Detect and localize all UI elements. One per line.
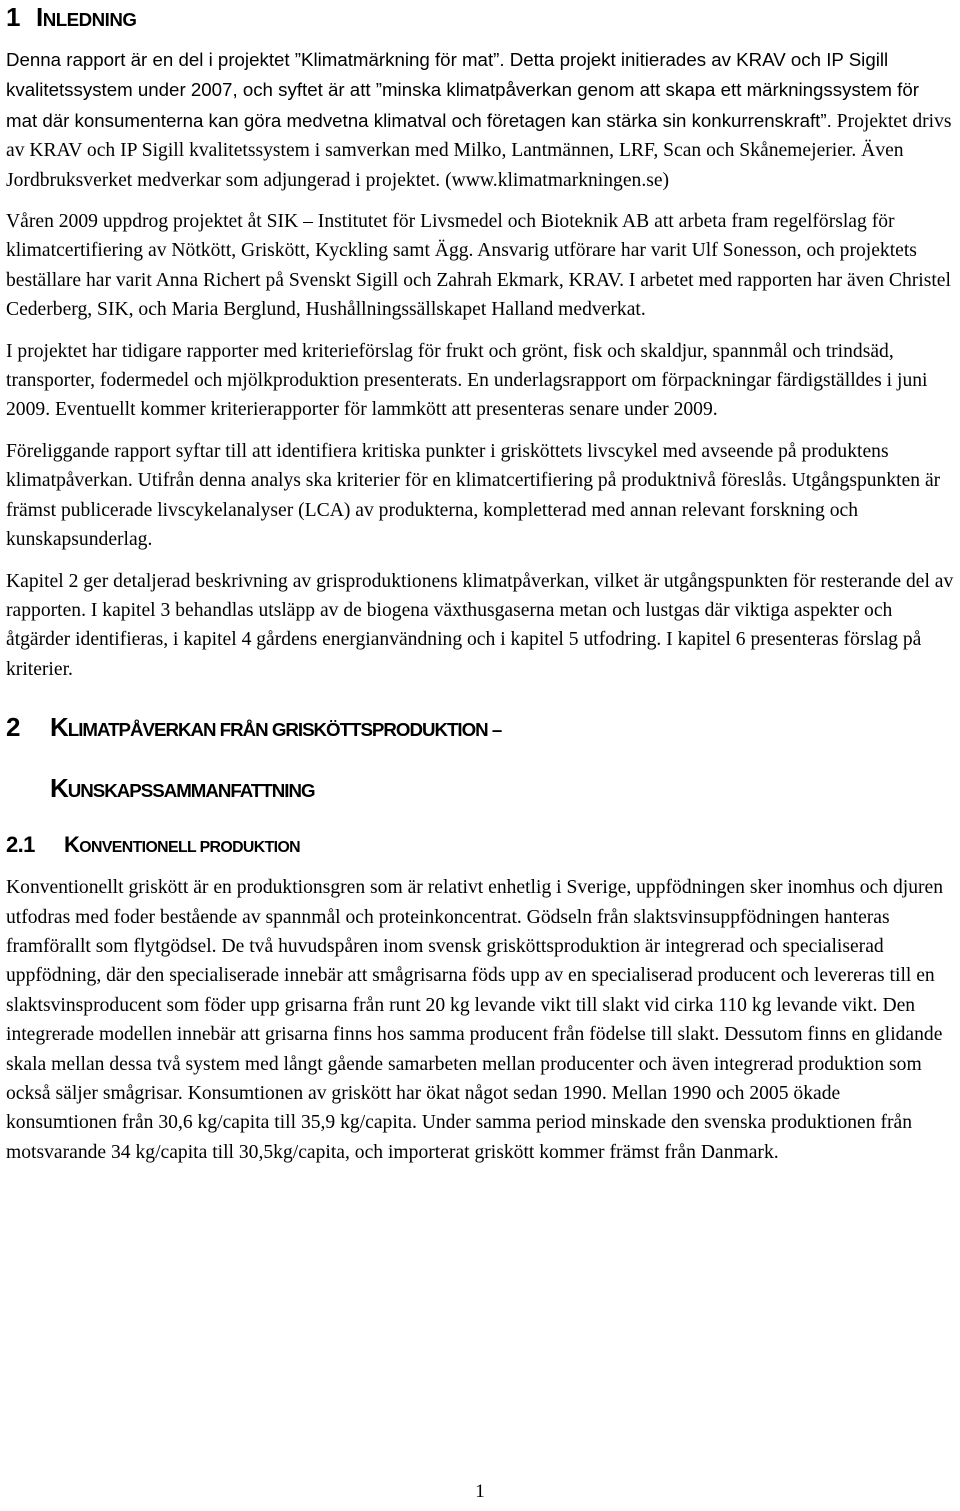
- section-1-heading: [6, 0, 956, 35]
- paragraph-purpose: Föreliggande rapport syftar till att identifiera kritiska punkter i grisköttets livscykel med avseende på produktens klimatpåverkan. Utifrån denna analys ska kriterier för en klimatcertifiering på produktnivå föreslås. Utgångspunkten är främst publicerade livscykelanalyser (LCA) av produkterna, kompletterad med annan relevant forskning och kunskapsunderlag.: [6, 440, 941, 551]
- heading-line-2: [6, 759, 956, 820]
- heading-line-1: [6, 698, 956, 759]
- paragraph-intro-sans: Denna rapport är en del i projektet ”Klimatmärkning för mat”. Detta projekt initierades av KRAV och IP Sigill kvalitetssystem under 2007, och syftet är att ”minska klimatpåverkan genom att skapa ett märkningssystem för mat där konsumenterna kan göra medvetna klimatval och företagen kan stärka sin konkurrenskraft”.: [6, 49, 919, 131]
- heading-rest: UNSKAPSSAMMANFATTNING: [67, 780, 315, 802]
- section-2-heading: [6, 698, 956, 820]
- heading-initial: K: [50, 712, 68, 743]
- section-2-1-heading: [6, 830, 956, 863]
- heading-rest: ONVENTIONELL PRODUKTION: [79, 839, 300, 857]
- page-number: 1: [475, 1481, 485, 1502]
- heading-rest: LIMATPÅVERKAN FRÅN GRISKÖTTSPRODUKTION –: [67, 719, 502, 741]
- section-number: 1: [6, 2, 20, 32]
- heading-initial: K: [64, 832, 80, 858]
- paragraph-previous-reports: I projektet har tidigare rapporter med kriterieförslag för frukt och grönt, fisk och skaldjur, spannmål och trindsäd, transporter, fodermedel och mjölkproduktion presenterats. En underlagsrapport om förpackningar färdigställdes i juni 2009. Eventuellt kommer kriterierapporter för lammkött att presenteras senare under 2009.: [6, 340, 928, 421]
- heading-initial: I: [35, 2, 43, 32]
- paragraph-conventional-production: Konventionellt griskött är en produktionsgren som är relativt enhetlig i Sverige, uppfödningen sker inomhus och djuren utfodras med foder bestående av spannmål och proteinkoncentrat. Gödseln från slaktsvinsuppfödningen hanteras framförallt som flytgödsel. De två huvudspåren inom svensk grisköttsproduktion är integrerad och specialiserad uppfödning, där den specialiserade innebär att smågrisarna föds upp av en specialiserad producent och levereras till en slaktsvinsproducent som föder upp grisarna från runt 20 kg levande vikt till slakt vid cirka 110 kg levande vikt. Den integrerade modellen innebär att grisarna finns hos samma producent från födelse till slakt. Dessutom finns en glidande skala mellan dessa två system med långt gående samarbeten mellan producenter och även integrerad produktion som också säljer smågrisar. Konsumtionen av griskött har ökat något sedan 1990. Mellan 1990 och 2005 ökade konsumtionen från 30,6 kg/capita till 35,9 kg/capita. Under samma period minskade den svenska produktionen från motsvarande 34 kg/capita till 30,5kg/capita, och importerat griskött kommer främst från Danmark.: [6, 877, 944, 1163]
- section-number: 2: [6, 712, 20, 743]
- paragraph-chapters: Kapitel 2 ger detaljerad beskrivning av grisproduktionens klimatpåverkan, vilket är utgångspunkten för resterande del av rapporten. I kapitel 3 behandlas utsläpp av de biogena växthusgaserna metan och lustgas där viktiga aspekter och åtgärder identifieras, i kapitel 4 gårdens energianvändning och i kapitel 5 utfodring. I kapitel 6 presenteras förslag på kriterier.: [6, 570, 954, 680]
- heading-initial: K: [50, 773, 68, 804]
- paragraph-intro-serif: Projektet drivs av KRAV och IP Sigill kvalitetssystem i samverkan med Milko, Lantmännen, LRF, Scan och Skånemejerier. Även Jordbruksverket medverkar som adjungerad i projektet. (www.klimatmarkningen.se): [6, 110, 952, 191]
- section-number: 2.1: [6, 832, 35, 858]
- paragraph-intro: [6, 45, 954, 195]
- document-page: [6, 0, 956, 1179]
- heading-rest: NLEDNING: [42, 9, 137, 30]
- paragraph-assignment: Våren 2009 uppdrog projektet åt SIK – Institutet för Livsmedel och Bioteknik AB att arbeta fram regelförslag för klimatcertifiering av Nötkött, Griskött, Kyckling samt Ägg. Ansvarig utförare har varit Ulf Sonesson, och projektets beställare har varit Anna Richert på Svenskt Sigill och Zahrah Ekmark, KRAV. I arbetet med rapporten har även Christel Cederberg, SIK, och Maria Berglund, Hushållningssällskapet Halland medverkat.: [6, 211, 951, 321]
